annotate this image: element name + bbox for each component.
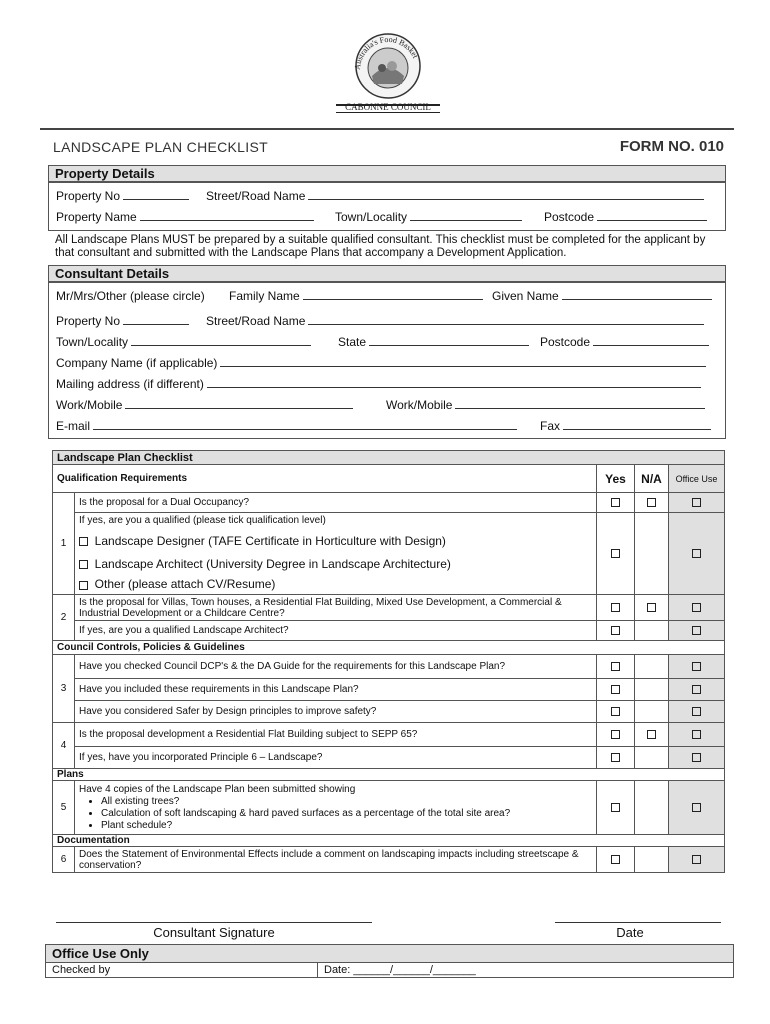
na-empty-cell — [635, 747, 669, 769]
question-principle-6: If yes, have you incorporated Principle 6 – Landscape? — [75, 747, 597, 769]
office-checkbox[interactable] — [669, 493, 725, 513]
yes-checkbox[interactable] — [597, 655, 635, 679]
yes-column-header: Yes — [597, 465, 635, 493]
na-empty-cell — [635, 781, 669, 835]
option-label: Landscape Designer (TAFE Certificate in Horticulture with Design) — [94, 533, 446, 548]
question-plan-copies — [75, 781, 597, 835]
row-number: 4 — [53, 723, 75, 769]
postcode-field[interactable] — [544, 210, 707, 224]
plans-heading: Plans — [53, 769, 725, 781]
property-name-label: Property Name — [56, 210, 137, 224]
work-mobile-field-2[interactable] — [386, 398, 705, 412]
work-mobile-label-1: Work/Mobile — [56, 398, 123, 412]
question-dual-occupancy: Is the proposal for a Dual Occupancy? — [75, 493, 597, 513]
consultant-notice: All Landscape Plans MUST be prepared by a suitable qualified consultant. This checklist must be completed for the applicant by that consultant and submitted with the Landscape Plans that accompany a Development Application. — [55, 234, 706, 259]
option-checkbox[interactable] — [79, 537, 88, 546]
property-details-heading: Property Details — [48, 165, 726, 183]
consultant-town-field[interactable] — [56, 335, 311, 349]
question-safer-by-design: Have you considered Safer by Design principles to improve safety? — [75, 701, 597, 723]
office-checkbox[interactable] — [669, 781, 725, 835]
date-line[interactable] — [555, 922, 721, 923]
na-empty-cell — [635, 679, 669, 701]
cabonne-council-logo — [330, 30, 446, 116]
option-checkbox[interactable] — [79, 560, 88, 569]
question-villas: Is the proposal for Villas, Town houses, a Residential Flat Building, Mixed Use Development, a Commercial & Industrial Development or a Childcare Centre? — [75, 595, 597, 621]
checklist-heading: Landscape Plan Checklist — [53, 451, 725, 465]
row-number: 5 — [53, 781, 75, 835]
title-field[interactable]: Mr/Mrs/Other (please circle) — [56, 289, 205, 303]
bullet-soft-landscaping: • Calculation of soft landscaping & hard paved surfaces as a percentage of the total site area? — [101, 808, 592, 820]
consultant-street-label: Street/Road Name — [206, 314, 306, 328]
row-number: 2 — [53, 595, 75, 641]
consultant-property-no-label: Property No — [56, 314, 121, 328]
email-label: E-mail — [56, 419, 91, 433]
company-label: Company Name (if applicable) — [56, 356, 218, 370]
consultant-property-no-field[interactable] — [56, 314, 189, 328]
company-field[interactable] — [56, 356, 706, 370]
consultant-street-field[interactable] — [206, 314, 704, 328]
office-checkbox[interactable] — [669, 621, 725, 641]
na-checkbox[interactable] — [635, 493, 669, 513]
office-use-heading: Office Use Only — [46, 945, 734, 963]
consultant-signature-label: Consultant Signature — [153, 925, 275, 940]
na-column-header: N/A — [635, 465, 669, 493]
mailing-field[interactable] — [56, 377, 701, 391]
yes-checkbox[interactable] — [597, 723, 635, 747]
documentation-heading: Documentation — [53, 835, 725, 847]
office-checkbox[interactable] — [669, 595, 725, 621]
na-empty-cell — [635, 847, 669, 873]
state-label: State — [338, 335, 367, 349]
question-environmental-effects: Does the Statement of Environmental Effects include a comment on landscaping impacts including streetscape & conservation? — [75, 847, 597, 873]
office-checkbox[interactable] — [669, 513, 725, 595]
question-included-requirements: Have you included these requirements in this Landscape Plan? — [75, 679, 597, 701]
office-use-table — [45, 944, 734, 978]
na-checkbox[interactable] — [635, 723, 669, 747]
checked-by-field: Checked by — [46, 963, 318, 978]
consultant-town-label: Town/Locality — [56, 335, 129, 349]
street-field[interactable] — [206, 189, 704, 203]
yes-checkbox[interactable] — [597, 847, 635, 873]
yes-checkbox[interactable] — [597, 513, 635, 595]
question-landscape-architect: If yes, are you a qualified Landscape Architect? — [75, 621, 597, 641]
logo-council-name: CABONNE COUNCIL — [345, 102, 431, 112]
question-qualification-level: If yes, are you a qualified (please tick qualification level) — [75, 513, 597, 529]
na-checkbox[interactable] — [635, 595, 669, 621]
office-checkbox[interactable] — [669, 723, 725, 747]
logo-arc-text: Australia's Food Basket — [352, 34, 420, 71]
state-field[interactable] — [338, 335, 529, 349]
office-checkbox[interactable] — [669, 701, 725, 723]
yes-checkbox[interactable] — [597, 701, 635, 723]
question-plan-copies-text: Have 4 copies of the Landscape Plan been submitted showing — [79, 783, 356, 795]
question-sepp65: Is the proposal development a Residential Flat Building subject to SEPP 65? — [75, 723, 597, 747]
fax-label: Fax — [540, 419, 561, 433]
family-name-label: Family Name — [229, 289, 300, 303]
town-label: Town/Locality — [335, 210, 408, 224]
qualification-heading: Qualification Requirements — [53, 465, 597, 493]
landscape-checklist-table — [52, 450, 725, 873]
option-label: Landscape Architect (University Degree in Landscape Architecture) — [94, 556, 451, 571]
mailing-label: Mailing address (if different) — [56, 377, 204, 391]
yes-checkbox[interactable] — [597, 621, 635, 641]
consultant-postcode-label: Postcode — [540, 335, 591, 349]
date-label: Date — [616, 925, 644, 940]
office-use-column-header: Office Use — [669, 465, 725, 493]
option-checkbox[interactable] — [79, 581, 88, 590]
bullet-existing-trees: • All existing trees? — [101, 796, 592, 808]
consultant-details-heading: Consultant Details — [48, 265, 726, 283]
office-checkbox[interactable] — [669, 679, 725, 701]
email-field[interactable] — [56, 419, 517, 433]
office-checkbox[interactable] — [669, 655, 725, 679]
na-empty-cell — [635, 621, 669, 641]
na-empty-cell — [635, 513, 669, 595]
na-empty-cell — [635, 655, 669, 679]
yes-checkbox[interactable] — [597, 781, 635, 835]
question-council-dcp: Have you checked Council DCP's & the DA Guide for the requirements for this Landscape Plan? — [75, 655, 597, 679]
postcode-label: Postcode — [544, 210, 595, 224]
street-label: Street/Road Name — [206, 189, 306, 203]
yes-checkbox[interactable] — [597, 679, 635, 701]
property-name-field[interactable] — [56, 210, 314, 224]
option-landscape-architect[interactable] — [75, 553, 597, 575]
town-field[interactable] — [335, 210, 522, 224]
consultant-postcode-field[interactable] — [540, 335, 709, 349]
page-title: LANDSCAPE PLAN CHECKLIST — [53, 139, 268, 155]
signature-line[interactable] — [56, 922, 372, 923]
office-checkbox[interactable] — [669, 747, 725, 769]
row-number: 3 — [53, 655, 75, 723]
top-divider — [40, 128, 734, 130]
given-name-label: Given Name — [492, 289, 559, 303]
row-number: 1 — [53, 493, 75, 595]
given-name-field[interactable] — [492, 289, 712, 303]
property-no-field[interactable] — [56, 189, 189, 203]
work-mobile-label-2: Work/Mobile — [386, 398, 453, 412]
yes-checkbox[interactable] — [597, 595, 635, 621]
property-no-label: Property No — [56, 189, 121, 203]
yes-checkbox[interactable] — [597, 493, 635, 513]
option-label: Other (please attach CV/Resume) — [94, 577, 276, 592]
row-number: 6 — [53, 847, 75, 873]
family-name-field[interactable] — [229, 289, 483, 303]
form-number: FORM NO. 010 — [619, 138, 724, 155]
yes-checkbox[interactable] — [597, 747, 635, 769]
office-checkbox[interactable] — [669, 847, 725, 873]
fax-field[interactable] — [540, 419, 711, 433]
bullet-plant-schedule: • Plant schedule? — [101, 820, 592, 832]
council-controls-heading: Council Controls, Policies & Guidelines — [53, 641, 725, 655]
work-mobile-field-1[interactable] — [56, 398, 353, 412]
na-empty-cell — [635, 701, 669, 723]
option-landscape-designer[interactable] — [75, 529, 597, 553]
office-date-field: Date: ______/______/_______ — [318, 963, 734, 978]
option-other[interactable] — [75, 575, 597, 595]
